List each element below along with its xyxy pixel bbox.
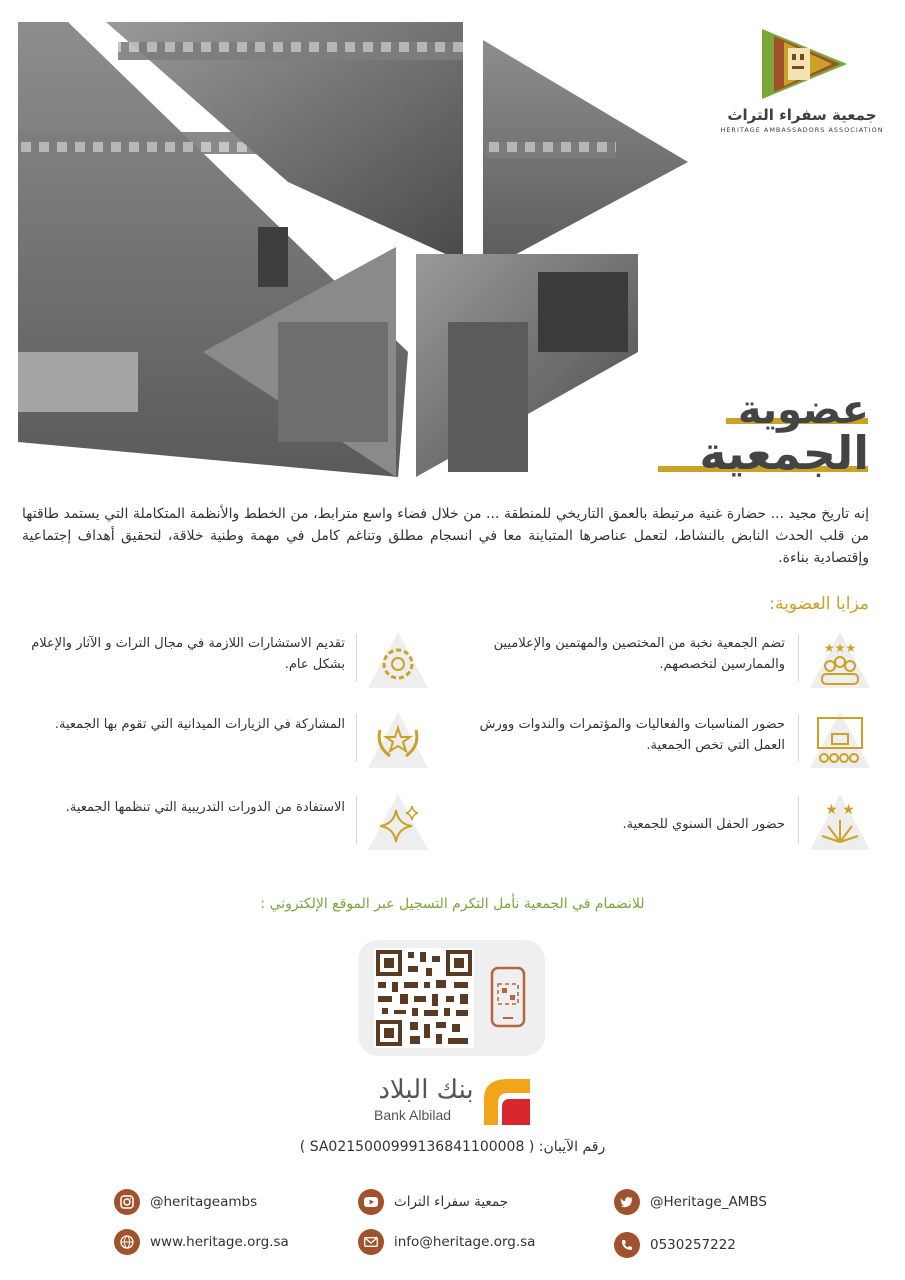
benefit-item-2: تقديم الاستشارات اللازمة في مجال التراث و الآثار والإعلام بشكل عام. xyxy=(31,636,345,672)
benefits-title: مزايا العضوية: xyxy=(769,594,869,614)
sparkles-icon xyxy=(366,792,430,852)
qr-code[interactable] xyxy=(374,948,474,1048)
bank-emblem-icon xyxy=(482,1077,532,1127)
bank-name-arabic: بنك البلاد xyxy=(378,1075,474,1105)
youtube-channel: جمعية سفراء التراث xyxy=(394,1194,509,1210)
website-url: www.heritage.org.sa xyxy=(150,1234,289,1250)
association-logo xyxy=(718,24,886,164)
page-title-line2: الجمعية xyxy=(699,426,869,480)
website-contact[interactable] xyxy=(114,1229,289,1255)
benefit-divider xyxy=(798,796,799,844)
phone-icon xyxy=(614,1232,640,1258)
twitter-handle: @Heritage_AMBS xyxy=(650,1194,767,1210)
email-address: info@heritage.org.sa xyxy=(394,1234,536,1250)
logo-mark-icon xyxy=(752,24,852,104)
iban-label: رقم الآيبان: xyxy=(538,1139,606,1155)
laurel-star-icon xyxy=(366,710,430,770)
fireworks-icon xyxy=(808,792,872,852)
benefit-divider xyxy=(798,634,799,682)
twitter-icon xyxy=(614,1189,640,1215)
bank-albilad-logo xyxy=(372,1075,537,1131)
benefit-item-5: حضور الحفل السنوي للجمعية. xyxy=(622,817,785,832)
join-instruction: للانضمام في الجمعية نأمل التكرم التسجيل عبر الموقع الإلكتروني : xyxy=(260,896,645,912)
intro-paragraph: إنه تاريخ مجيد ... حضارة غنية مرتبطة بالعمق التاريخي للمنطقة ... من خلال فضاء واسع مترابط، من الخطط والأنظمة المتكاملة التي يستمد طاقتها من قلب الحدث النابض بالنشاط، لتعمل عناصرها المتباينة معا في انسجام مطلق وتناغم كامل في مهمة وطنية خلاقة، لتحقيق أهداف إجتماعية وإقتصادية بناءة. xyxy=(22,506,869,566)
envelope-icon xyxy=(358,1229,384,1255)
instagram-handle: @heritageambs xyxy=(150,1194,258,1210)
instagram-contact[interactable] xyxy=(114,1189,257,1215)
twitter-contact[interactable] xyxy=(614,1189,767,1215)
benefit-divider xyxy=(798,714,799,762)
benefit-divider xyxy=(356,634,357,682)
svg-text:★ ★: ★ ★ xyxy=(825,802,855,818)
bank-name-english: Bank Albilad xyxy=(374,1107,452,1123)
benefit-item-1: تضم الجمعية نخبة من المختصين والمهتمين والإعلاميين والممارسين لتخصصهم. xyxy=(493,636,785,672)
logo-name-english: HERITAGE AMBASSADORS ASSOCIATION xyxy=(720,126,884,134)
instagram-icon xyxy=(114,1189,140,1215)
iban-line xyxy=(0,1139,905,1155)
page-title-line1: عضوية xyxy=(737,387,869,433)
youtube-icon xyxy=(358,1189,384,1215)
benefit-item-3: حضور المناسبات والفعاليات والمؤتمرات والندوات وورش العمل التي تخص الجمعية. xyxy=(479,717,785,753)
qr-code-panel[interactable] xyxy=(358,940,545,1056)
logo-name-arabic: جمعية سفراء التراث xyxy=(727,106,877,124)
phone-scan-icon xyxy=(490,966,526,1028)
svg-text:★★★: ★★★ xyxy=(823,641,857,655)
globe-icon xyxy=(114,1229,140,1255)
group-people-icon xyxy=(808,630,872,690)
youtube-contact[interactable] xyxy=(358,1189,508,1215)
heritage-photo-collage xyxy=(18,22,688,477)
iban-number: ( SA0215000999136841100008 ) xyxy=(299,1139,535,1155)
benefit-item-6: الاستفادة من الدورات التدريبية التي تنظمها الجمعية. xyxy=(65,800,345,815)
gear-icon xyxy=(366,630,430,690)
benefit-divider xyxy=(356,796,357,844)
benefit-item-4: المشاركة في الزيارات الميدانية التي تقوم بها الجمعية. xyxy=(54,717,345,732)
phone-contact[interactable] xyxy=(614,1232,736,1258)
phone-number: 0530257222 xyxy=(650,1237,736,1253)
email-contact[interactable] xyxy=(358,1229,535,1255)
audience-stage-icon xyxy=(808,710,872,770)
benefit-divider xyxy=(356,714,357,762)
